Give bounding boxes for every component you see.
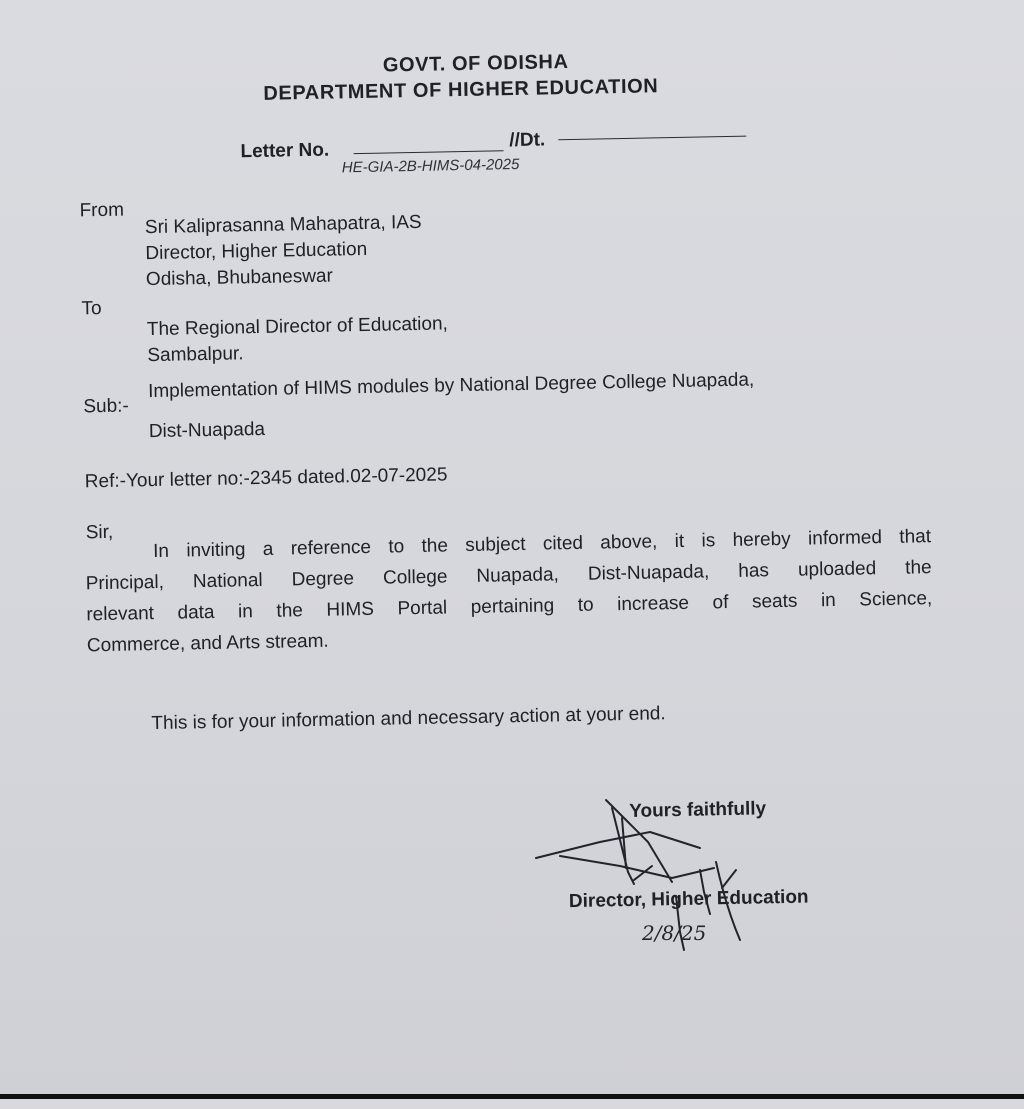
letter-ref-code: HE-GIA-2B-HIMS-04-2025 [341, 155, 520, 177]
govt-heading: GOVT. OF ODISHA [382, 50, 569, 77]
body-line-3: relevant data in the HIMS Portal pertaining to increase of seats in Science, [86, 588, 933, 626]
yours-faithfully: Yours faithfully [629, 798, 767, 822]
to-label: To [81, 297, 102, 320]
to-line-2: Sambalpur. [147, 343, 244, 367]
department-heading: DEPARTMENT OF HIGHER EDUCATION [263, 75, 659, 105]
reference-line: Ref:-Your letter no:-2345 dated.02-07-2025 [84, 464, 448, 493]
svg-text:2/8/25: 2/8/25 [642, 921, 707, 945]
subject-label: Sub:- [83, 395, 129, 418]
date-label: //Dt. [509, 129, 546, 152]
subject-line-1: Implementation of HIMS modules by National Degree College Nuapada, [147, 369, 755, 403]
signatory-designation: Director, Higher Education [568, 886, 809, 913]
from-name: Sri Kaliprasanna Mahapatra, IAS [144, 211, 422, 239]
letter-no-label: Letter No. [240, 139, 330, 163]
handwritten-date [641, 921, 706, 945]
body-line-1: In inviting a reference to the subject cited above, it is hereby informed that [152, 526, 932, 563]
from-label: From [79, 199, 125, 222]
body-line-2: Principal, National Degree College Nuapada, Dist-Nuapada, has uploaded the [85, 557, 932, 595]
salutation: Sir, [85, 521, 114, 544]
bottom-edge-bar [0, 1094, 1024, 1099]
from-place: Odisha, Bhubaneswar [145, 265, 334, 291]
from-designation: Director, Higher Education [145, 238, 368, 265]
body-line-4: Commerce, and Arts stream. [86, 630, 329, 657]
closing-line: This is for your information and necessary action at your end. [151, 703, 666, 735]
subject-line-2: Dist-Nuapada [148, 418, 266, 443]
to-line-1: The Regional Director of Education, [146, 313, 449, 341]
